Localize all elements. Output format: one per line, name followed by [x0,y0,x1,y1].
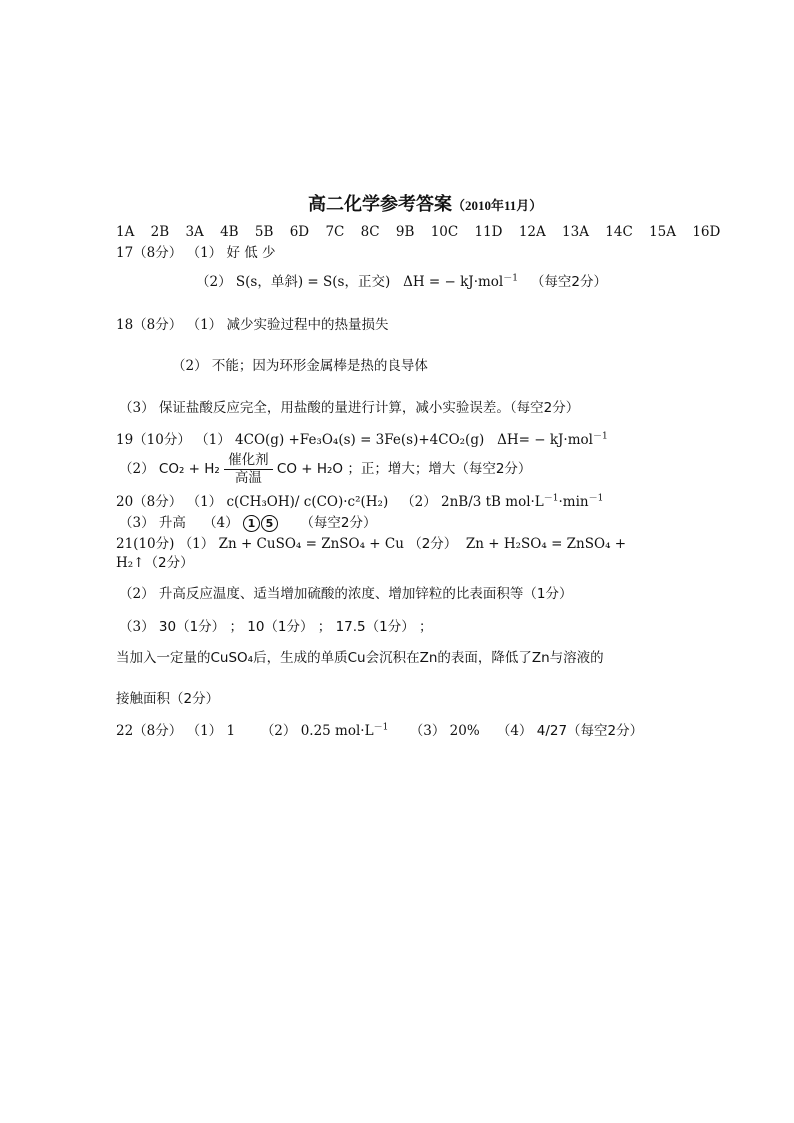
answer-item: 6D [289,224,310,240]
q19-line-1 [116,431,608,449]
q17-p2-exp: －1 [503,273,518,284]
answer-item: 12A [518,224,546,240]
answer-item: 5B [254,224,274,240]
q20-p2-exp1: －1 [543,493,559,504]
q21-line-6 [116,690,219,708]
page-title [308,190,542,216]
q21-line-4 [119,618,433,636]
answer-item: 8C [360,224,380,240]
q18-p2-text: 不能；因为环形金属棒是热的良导体 [211,358,428,374]
answer-item: 7C [325,224,345,240]
q20-head: 20（8分） [116,494,183,510]
q20-p3-label: （3） [119,515,155,531]
reaction-condition [228,452,269,487]
q19-p2-rest: ；正；增大；增大（每空2分） [347,461,532,477]
q21-line-2 [116,554,194,572]
q18-p3-text: 保证盐酸反应完全，用盐酸的量进行计算，减小实验误差。（每空2分） [158,400,580,416]
q22-p1-text: 1 [226,723,236,739]
q21-p1-eq2: Zn + H₂SO₄ = ZnSO₄ + [465,536,627,552]
q17-p2-dh: ΔH = − kJ·mol [403,274,504,290]
q20-p2-text: 2nB/3 tB mol·L [441,494,544,510]
q20-p2-exp2: －1 [588,493,604,504]
q21-head: 21(10分) [116,536,175,552]
q19-p1-label: （1） [195,432,231,448]
temperature-label: 高温 [234,470,262,486]
q22-p3-label: （3） [409,723,446,739]
answer-item: 3A [185,224,204,240]
q20-p2-mid: ·min [558,494,589,510]
answer-item: 14C [605,224,633,240]
q17-line-1 [116,244,276,262]
q22-p4-text: 4/27（每空2分） [536,723,644,739]
q19-p1-exp: －1 [592,431,608,442]
q20-p2-label: （2） [401,494,437,510]
catalyst-label: 催化剂 [228,452,269,468]
q19-p1-eq: 4CO(g) +Fe₃O₄(s) = 3Fe(s)+4CO₂(g) [235,432,485,448]
q17-line-2 [196,273,607,291]
q20-p4-note: （每空2分） [300,515,377,531]
answer-item: 2B [150,224,170,240]
q18-head: 18（8分） [116,317,183,333]
q18-p1-label: （1） [186,317,223,333]
q18-line-3 [119,399,579,417]
q22-p1-label: （1） [186,723,223,739]
q19-p2-label: （2） [119,461,155,477]
q21-p1-pts2: （2分） [144,555,194,571]
q18-p2-label: （2） [172,358,208,374]
q21-p3-text: 30（1分） ； 10（1分） ； 17.5（1分） ； [158,619,433,635]
q18-p3-label: （3） [119,400,155,416]
q20-p1-label: （1） [186,494,223,510]
multiple-choice-answers [116,223,732,241]
q21-p1-eq2b: H₂↑ [116,555,145,571]
q22-head: 22（8分） [116,723,183,739]
q19-line-2 [119,452,531,487]
q22-p2-exp: －1 [373,722,389,733]
q21-p1-pts1: （2分） [408,536,458,552]
q17-head: 17（8分） [116,245,183,261]
q22-p3-text: 20% [449,723,480,739]
title-date: （2010年11月） [452,198,543,213]
title-main: 高二化学参考答案 [308,194,452,215]
q21-p1-eq1: Zn + CuSO₄ = ZnSO₄ + Cu [218,536,404,552]
q20-p3-text: 升高 [158,515,186,531]
q19-p2-right: CO + H₂O [276,461,344,477]
q21-p2-label: （2） [119,586,155,602]
q17-p2-label: （2） [196,274,232,290]
answer-item: 1A [116,224,135,240]
q21-p4-text: 当加入一定量的CuSO₄后，生成的单质Cu会沉积在Zn的表面，降低了Zn与溶液的 [116,650,604,666]
q17-p2-note: （每空2分） [530,274,607,290]
q20-p1-text: c(CH₃OH)/ c(CO)·c²(H₂) [226,494,389,510]
answer-item: 4B [220,224,239,240]
q17-p1-label: （1） [186,245,223,261]
circled-number-one: 1 [243,515,260,532]
q18-line-1 [116,316,388,334]
q17-p2-text: S(s，单斜) = S(s，正交) [235,274,391,290]
q21-p5-text: 接触面积（2分） [116,691,220,707]
q19-p1-dh: ΔH= − kJ·mol [497,432,593,448]
q20-line-1 [116,493,603,511]
answer-item: 16D [692,224,721,240]
q21-line-3 [119,585,572,603]
circled-number-five: 5 [261,515,278,532]
q20-p4-label: （4） [203,515,239,531]
q21-line-5 [116,649,604,667]
answer-item: 11D [474,224,503,240]
answer-item: 13A [562,224,589,240]
q22-p4-label: （4） [496,723,533,739]
q21-line-1 [116,535,626,553]
answer-item: 9B [395,224,415,240]
q18-line-2 [172,357,428,375]
q19-head: 19（10分） [116,432,191,448]
q21-p2-text: 升高反应温度、适当增加硫酸的浓度、增加锌粒的比表面积等（1分） [158,586,573,602]
answer-item: 15A [649,224,677,240]
q22-p2-text: 0.25 mol·L [300,723,374,739]
q18-p1-text: 减少实验过程中的热量损失 [226,317,389,333]
q17-p1-text: 好 低 少 [226,245,276,261]
q22-line-1 [116,722,643,740]
q19-p2-left: CO₂ + H₂ [158,461,220,477]
answer-item: 10C [430,224,459,240]
q20-line-2 [119,514,377,532]
q22-p2-label: （2） [260,723,297,739]
q21-p1-label: （1） [178,536,215,552]
q21-p3-label: （3） [119,619,155,635]
